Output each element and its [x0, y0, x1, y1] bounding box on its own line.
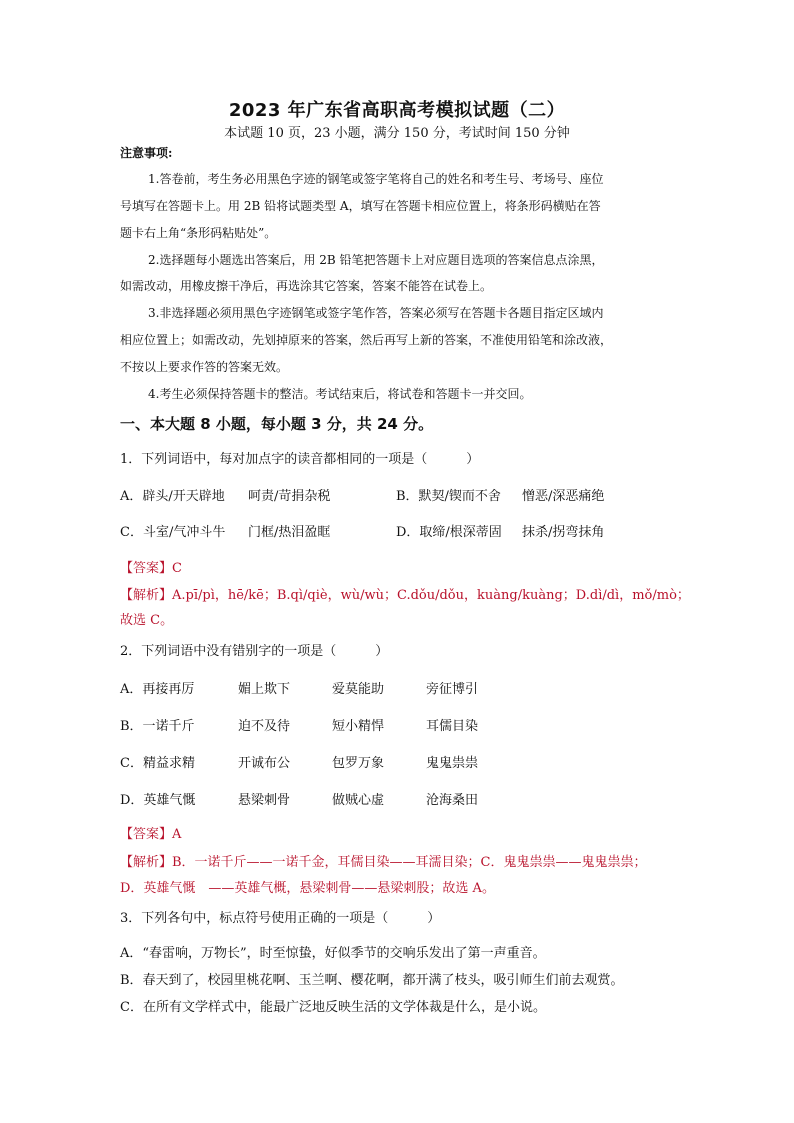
- q2-answer: 【答案】A: [120, 827, 182, 842]
- page-title: 2023 年广东省高职高考模拟试题（二）: [228, 100, 566, 121]
- q2-option-b: 迫不及待: [238, 719, 291, 734]
- notice-line: 不按以上要求作答的答案无效。: [120, 360, 289, 374]
- q1-option-c: C．斗室/气冲斗牛: [120, 525, 226, 540]
- q2-option-c: 开诚布公: [238, 756, 291, 771]
- q2-option-d: 做贼心虚: [332, 793, 385, 808]
- q2-option-b: 耳儒目染: [426, 719, 479, 734]
- q2-option-a: 媚上欺下: [238, 682, 291, 697]
- q1-analysis: 故选 C。: [120, 613, 174, 628]
- q2-option-c: 包罗万象: [332, 756, 385, 771]
- q2-option-a: 旁征博引: [426, 682, 479, 697]
- notice-line: 如需改动，用橡皮擦干净后，再选涂其它答案，答案不能答在试卷上。: [120, 279, 493, 293]
- q1-option-a: 呵责/苛捐杂税: [248, 489, 331, 504]
- notice-line: 2.选择题每小题选出答案后，用 2B 铅笔把答题卡上对应题目选项的答案信息点涂黑，: [148, 253, 604, 267]
- notice-line: 4.考生必须保持答题卡的整洁。考试结束后，将试卷和答题卡一并交回。: [148, 387, 532, 401]
- q3-option-b: B．春天到了，校园里桃花啊、玉兰啊、樱花啊，都开满了枝头，吸引师生们前去观赏。: [120, 973, 624, 988]
- q1-option-a: A．辟头/开天辟地: [120, 489, 225, 504]
- q2-analysis: 【解析】B．一诺千斤——一诺千金，耳儒目染——耳濡目染；C．鬼鬼祟祟——鬼鬼祟祟；: [120, 855, 647, 870]
- q1-option-c: 门框/热泪盈眶: [248, 525, 331, 540]
- q1-option-b: 憎恶/深恶痛绝: [522, 489, 605, 504]
- q1-analysis: 【解析】A.pī/pì，hē/kē；B.qì/qiè，wù/wù；C.dǒu/dǒu，kuàng/kuàng；D.dì/dì，mǒ/mò；: [120, 588, 690, 603]
- notice-line: 相应位置上；如需改动，先划掉原来的答案，然后再写上新的答案，不准使用铅笔和涂改液，: [120, 333, 613, 347]
- q2-option-d: 悬梁刺骨: [238, 793, 291, 808]
- q2-analysis: D．英雄气慨 ——英雄气概，悬梁刺骨——悬梁刺股；故选 A。: [120, 881, 495, 896]
- notice-line: 号填写在答题卡上。用 2B 铅将试题类型 A，填写在答题卡相应位置上，将条形码横贴在答: [120, 199, 601, 213]
- q2-option-b: B．一诺千斤: [120, 719, 195, 734]
- question-2-stem: 2．下列词语中没有错别字的一项是（ ）: [120, 644, 389, 659]
- q3-option-a: A．“春雷响，万物长”，时至惊蛰，好似季节的交响乐发出了第一声重音。: [120, 946, 546, 961]
- q2-option-a: 爱莫能助: [332, 682, 385, 697]
- q2-option-a: A．再接再厉: [120, 682, 195, 697]
- question-3-stem: 3．下列各句中，标点符号使用正确的一项是（ ）: [120, 911, 441, 926]
- question-1-stem: 1．下列词语中，每对加点字的读音都相同的一项是（ ）: [120, 452, 480, 467]
- q2-option-c: C．精益求精: [120, 756, 195, 771]
- q1-option-d: D．取缔/根深蒂固: [396, 525, 502, 540]
- q2-option-b: 短小精悍: [332, 719, 385, 734]
- q2-option-d: 沧海桑田: [426, 793, 479, 808]
- notice-heading: 注意事项:: [120, 146, 173, 160]
- q1-option-b: B．默契/锲而不舍: [396, 489, 501, 504]
- notice-line: 1.答卷前，考生务必用黑色字迹的钢笔或签字笔将自己的姓名和考生号、考场号、座位: [148, 172, 604, 186]
- q2-option-c: 鬼鬼祟祟: [426, 756, 479, 771]
- q1-option-d: 抹杀/拐弯抹角: [522, 525, 605, 540]
- exam-info: 本试题 10 页，23 小题，满分 150 分，考试时间 150 分钟: [224, 126, 570, 141]
- section-heading: 一、本大题 8 小题，每小题 3 分，共 24 分。: [120, 415, 434, 433]
- notice-line: 题卡右上角“条形码粘贴处”。: [120, 226, 277, 240]
- q3-option-c: C．在所有文学样式中，能最广泛地反映生活的文学体裁是什么，是小说。: [120, 1000, 546, 1015]
- q2-option-d: D．英雄气慨: [120, 793, 196, 808]
- notice-line: 3.非选择题必须用黑色字迹钢笔或签字笔作答，答案必须写在答题卡各题目指定区域内: [148, 306, 604, 320]
- q1-answer: 【答案】C: [120, 561, 182, 576]
